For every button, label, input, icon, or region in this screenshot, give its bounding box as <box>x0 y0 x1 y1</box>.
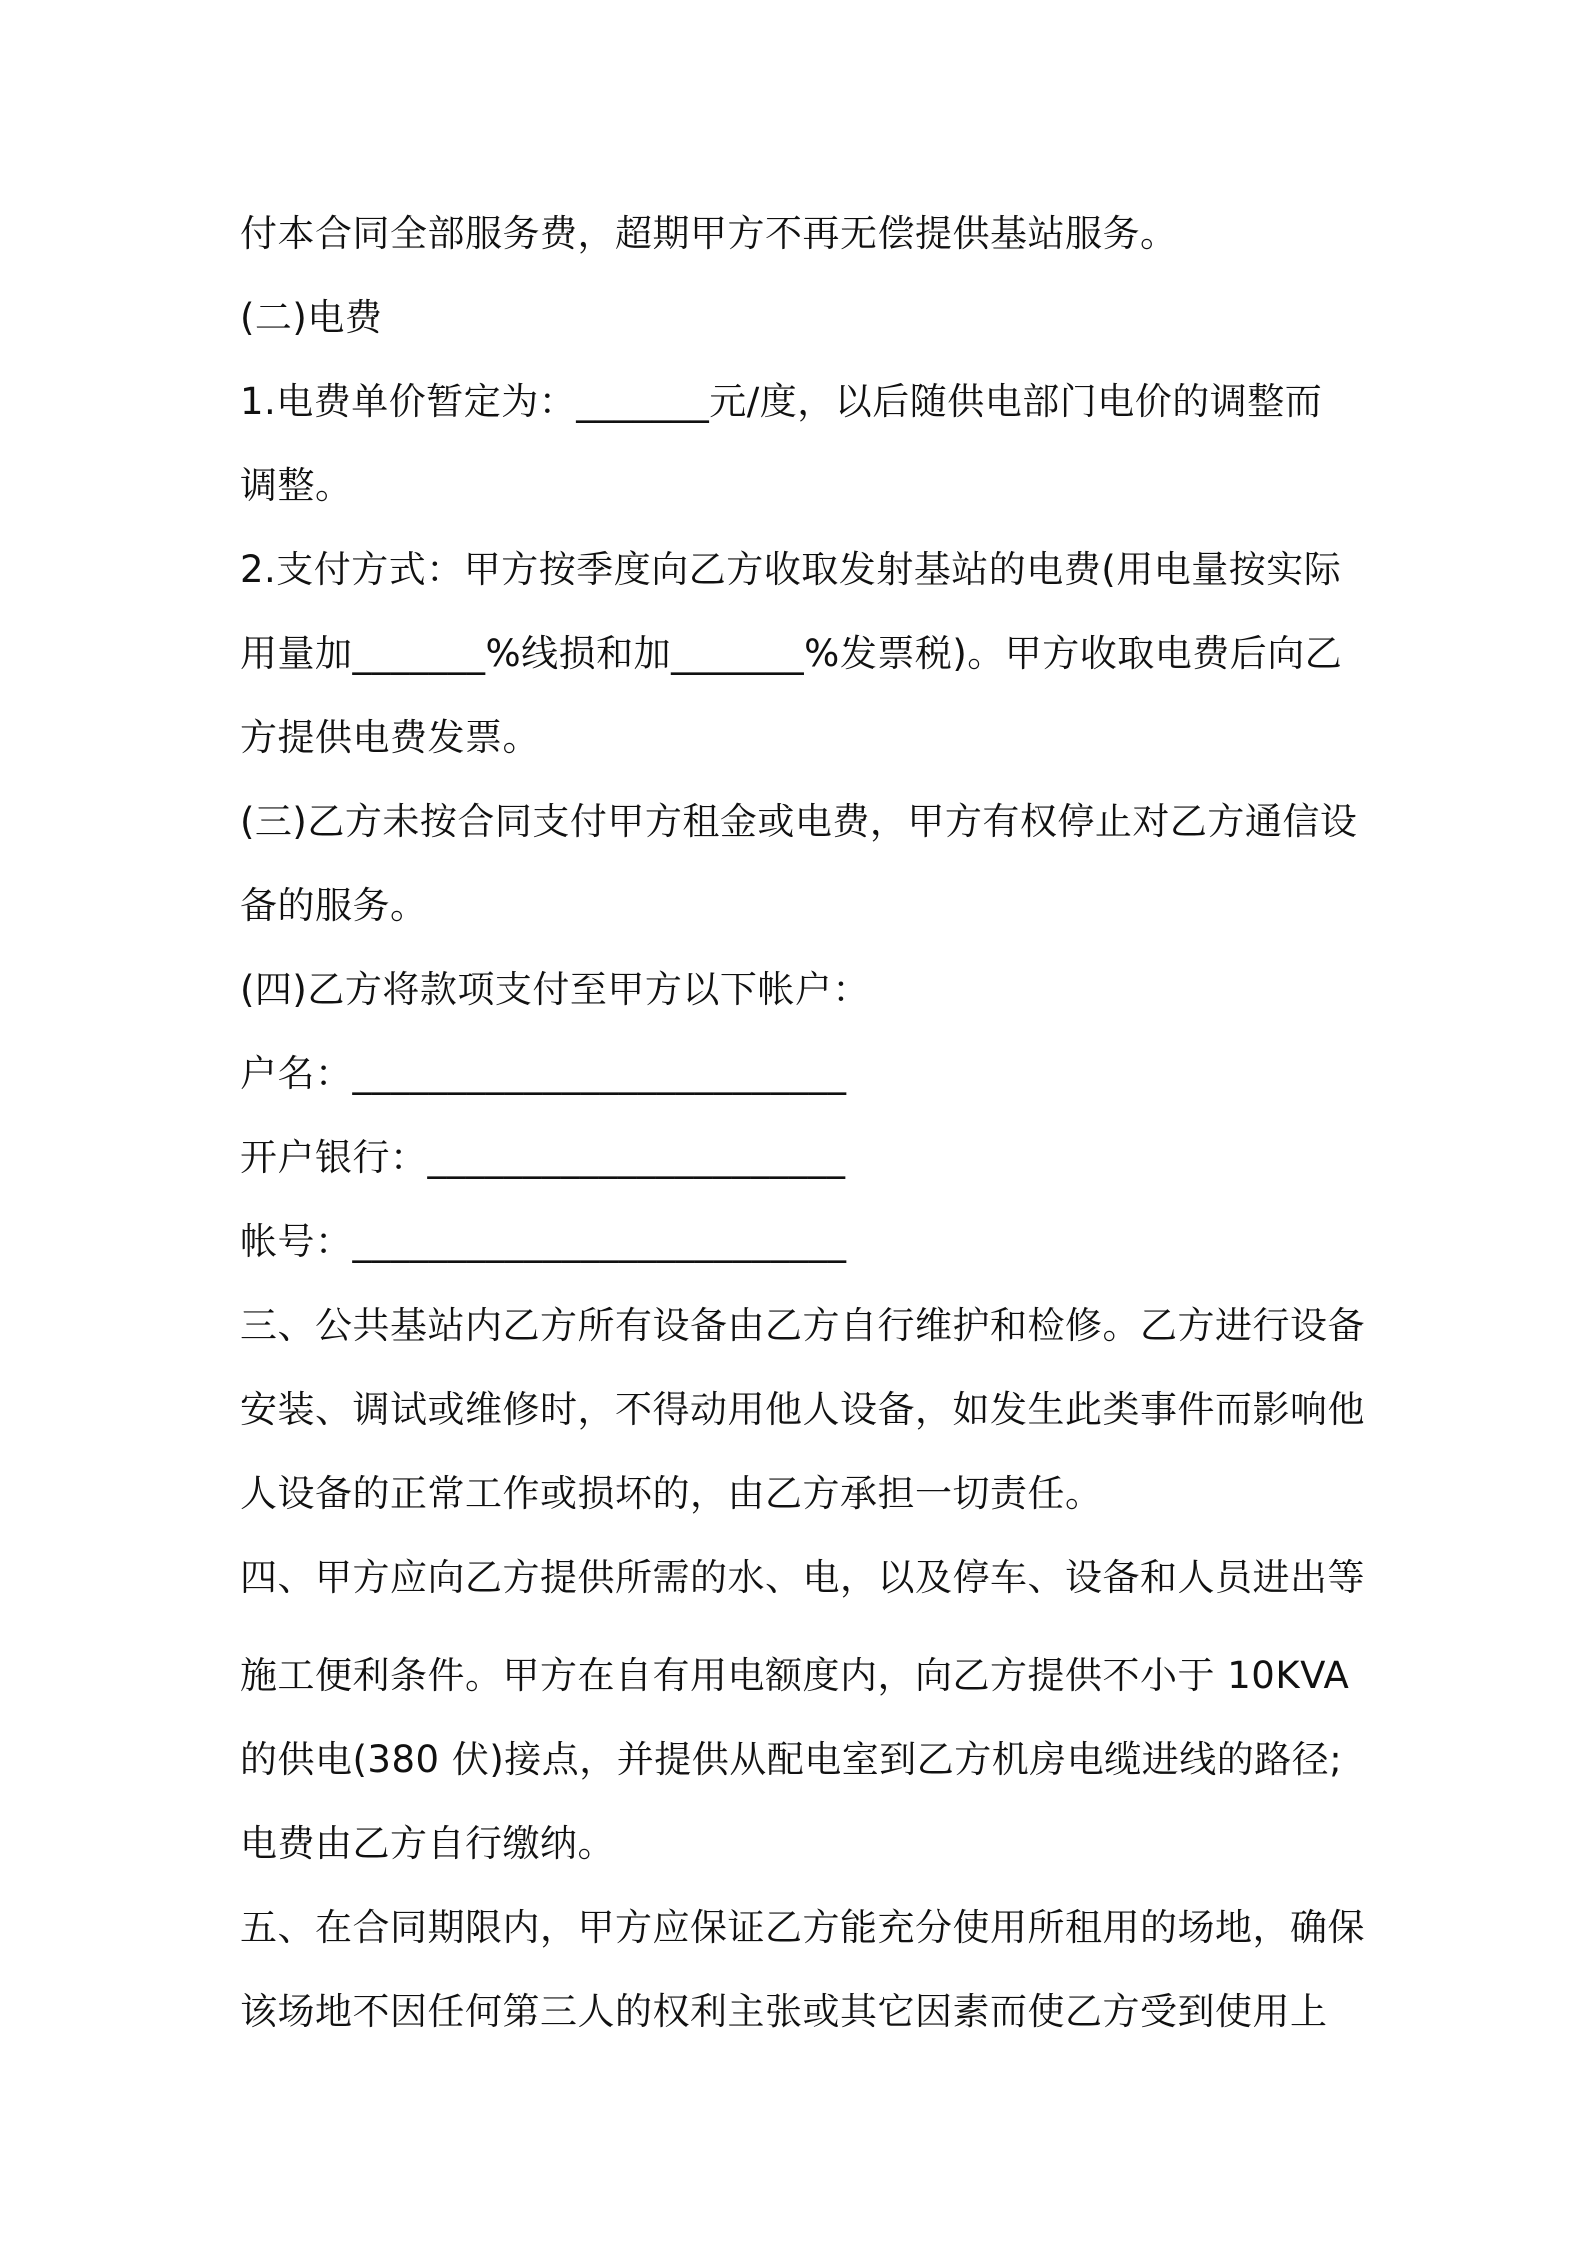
text-line: 调整。 <box>240 464 353 507</box>
text-line: 该场地不因任何第三人的权利主张或其它因素而使乙方受到使用上 <box>240 1990 1328 2033</box>
text-line: (三)乙方未按合同支付甲方租金或电费，甲方有权停止对乙方通信设 <box>240 800 1358 843</box>
text-line: 付本合同全部服务费，超期甲方不再无偿提供基站服务。 <box>240 212 1178 255</box>
text-line: 2.支付方式：甲方按季度向乙方收取发射基站的电费(用电量按实际 <box>240 548 1342 591</box>
text-line: 五、在合同期限内，甲方应保证乙方能充分使用所租用的场地，确保 <box>240 1906 1365 1949</box>
text-line: 备的服务。 <box>240 884 428 927</box>
text-line: 方提供电费发票。 <box>240 716 540 759</box>
text-line: (四)乙方将款项支付至甲方以下帐户： <box>240 968 870 1011</box>
section-heading: (二)电费 <box>240 296 383 339</box>
text-line: 的供电(380 伏)接点，并提供从配电室到乙方机房电缆进线的路径; <box>240 1738 1343 1781</box>
account-name-field: 户名：__________________________ <box>240 1052 847 1095</box>
text-line: 三、公共基站内乙方所有设备由乙方自行维护和检修。乙方进行设备 <box>240 1304 1365 1347</box>
text-line: 1.电费单价暂定为：_______元/度，以后随供电部门电价的调整而 <box>240 380 1323 423</box>
document-body <box>240 192 1365 2054</box>
bank-field: 开户银行：______________________ <box>240 1136 846 1179</box>
text-line: 四、甲方应向乙方提供所需的水、电，以及停车、设备和人员进出等 <box>240 1556 1365 1599</box>
text-line: 电费由乙方自行缴纳。 <box>240 1822 615 1865</box>
text-line: 施工便利条件。甲方在自有用电额度内，向乙方提供不小于 10KVA <box>240 1654 1350 1697</box>
text-line: 安装、调试或维修时，不得动用他人设备，如发生此类事件而影响他 <box>240 1388 1365 1431</box>
account-number-field: 帐号：__________________________ <box>240 1220 847 1263</box>
text-line: 用量加_______%线损和加_______%发票税)。甲方收取电费后向乙 <box>240 632 1343 675</box>
text-line: 人设备的正常工作或损坏的，由乙方承担一切责任。 <box>240 1472 1103 1515</box>
